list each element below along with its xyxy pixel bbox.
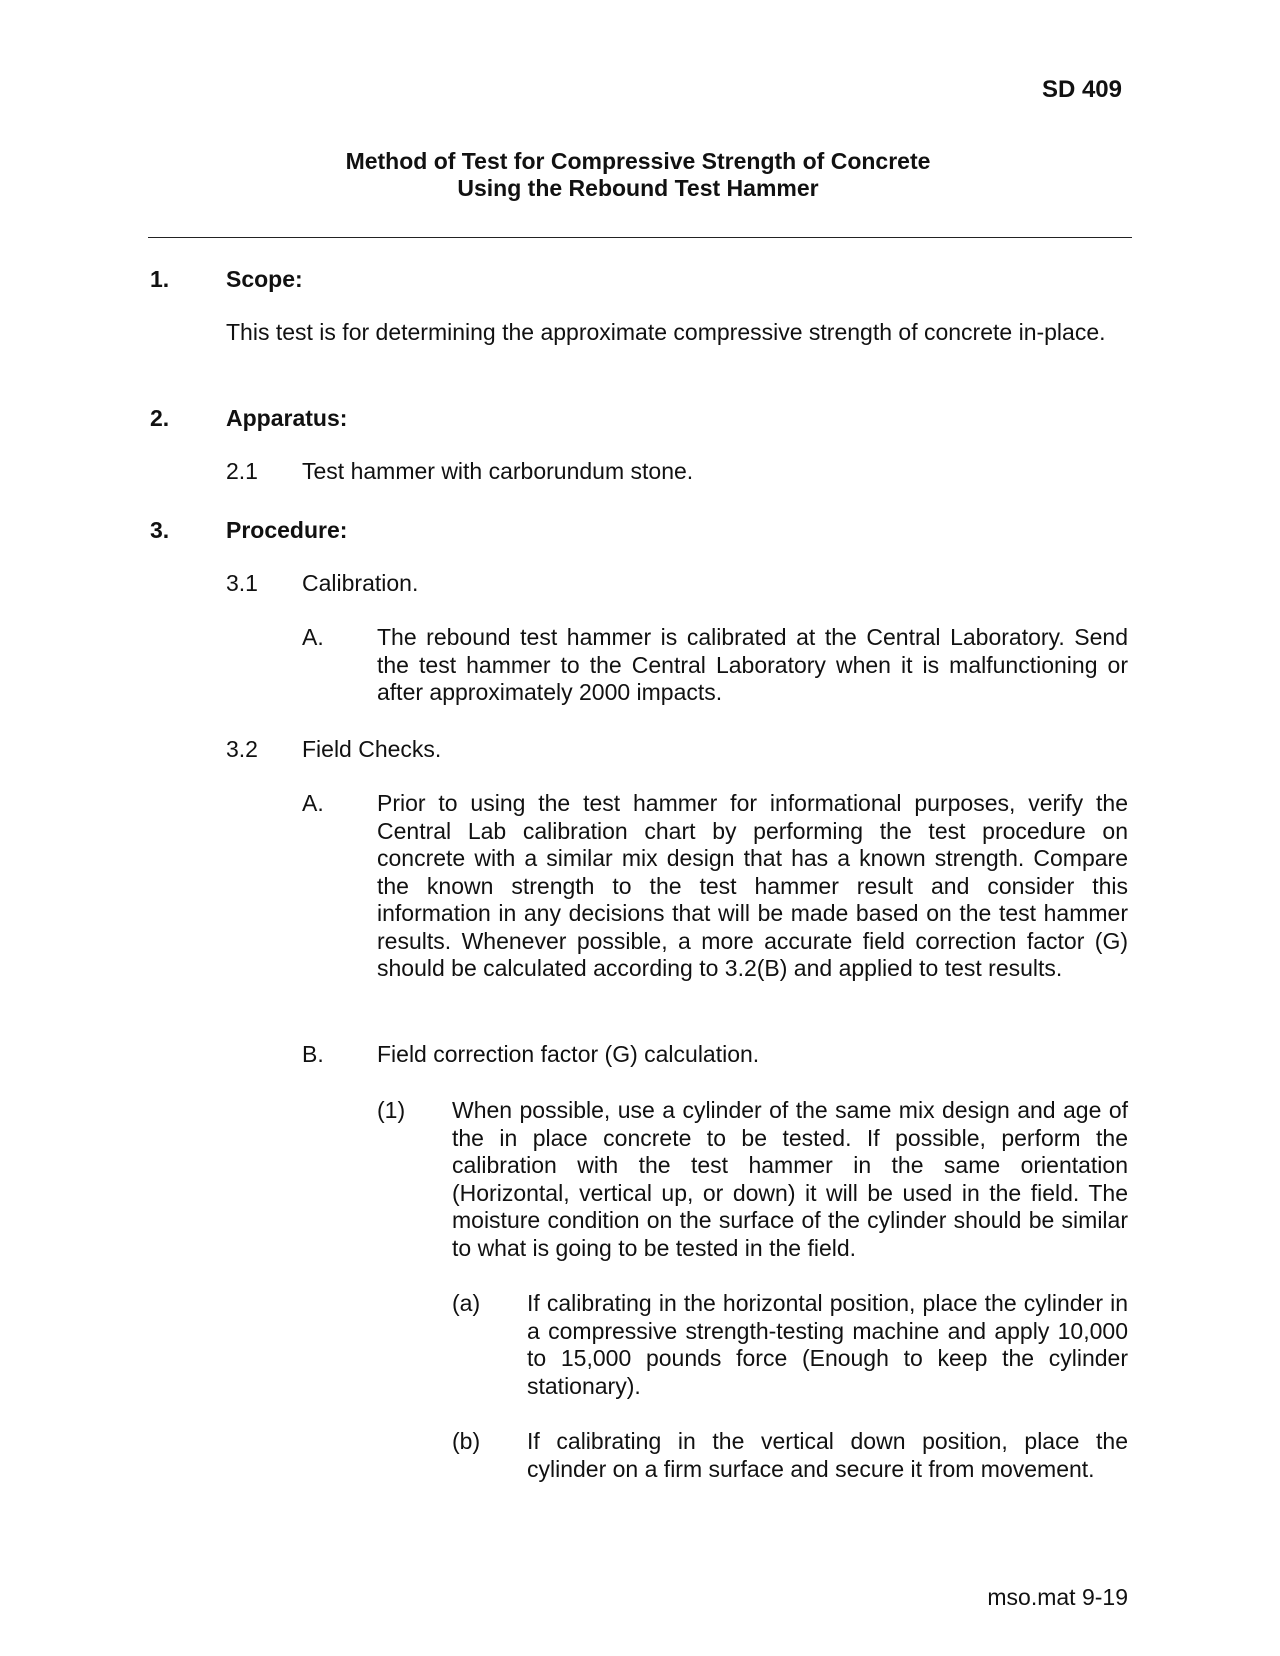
item-2-1-text: Test hammer with carborundum stone. [302, 458, 694, 484]
item-2-1-number: 2.1 [226, 458, 258, 484]
title-divider [148, 237, 1132, 238]
item-3-2-b-1-text: When possible, use a cylinder of the same mix design and age of the in place concrete to be tested. If possible, perform the calibration with the test hammer in the same orientation (Horizontal, vertical up, or down) it will be used in the field. The moisture condition on the surface of the cylinder should be similar to what is going to be tested in the field. [452, 1097, 1128, 1261]
section-1-title: Scope: [226, 266, 303, 292]
section-1-text: This test is for determining the approximate compressive strength of concrete in-place. [226, 319, 1106, 345]
document-id: SD 409 [1041, 76, 1122, 103]
item-3-1-a-marker: A. [302, 624, 324, 650]
item-3-1-label: Calibration. [302, 570, 419, 596]
item-3-2-number: 3.2 [226, 736, 258, 762]
item-3-2-b-1-b-marker: (b) [452, 1428, 481, 1454]
item-3-2-b-text: Field correction factor (G) calculation. [377, 1041, 760, 1067]
section-2-number: 2. [150, 405, 170, 431]
section-2-title: Apparatus: [226, 405, 348, 431]
title-line-1: Method of Test for Compressive Strength of Concrete [345, 148, 931, 174]
section-3-title: Procedure: [226, 517, 348, 543]
item-3-2-label: Field Checks. [302, 736, 442, 762]
item-3-2-a-marker: A. [302, 790, 324, 816]
item-3-2-b-1-a-text: If calibrating in the horizontal position, place the cylinder in a compressive strength-testing machine and apply 10,000 to 15,000 pounds force (Enough to keep the cylinder stationary). [527, 1290, 1128, 1399]
item-3-2-b-1-marker: (1) [377, 1097, 406, 1123]
title-line-2: Using the Rebound Test Hammer [457, 175, 819, 201]
item-3-2-b-1-b-text: If calibrating in the vertical down position, place the cylinder on a firm surface and secure it from movement. [527, 1428, 1128, 1482]
item-3-2-a-text: Prior to using the test hammer for informational purposes, verify the Central Lab calibration chart by performing the test procedure on concrete with a similar mix design that has a known strength. Compare the known strength to the test hammer result and consider this information in any decisions that will be made based on the test hammer results. Whenever possible, a more accurate field correction factor (G) should be calculated according to 3.2(B) and applied to test results. [377, 790, 1128, 981]
item-3-1-number: 3.1 [226, 570, 258, 596]
item-3-1-a-text: The rebound test hammer is calibrated at the Central Laboratory. Send the test hammer to the Central Laboratory when it is malfunctioning or after approximately 2000 impacts. [377, 624, 1128, 705]
section-1-number: 1. [150, 266, 170, 292]
item-3-2-b-1-a-marker: (a) [452, 1290, 481, 1316]
item-3-2-b-marker: B. [302, 1041, 324, 1067]
page-footer: mso.mat 9-19 [987, 1584, 1128, 1610]
section-3-number: 3. [150, 517, 170, 543]
